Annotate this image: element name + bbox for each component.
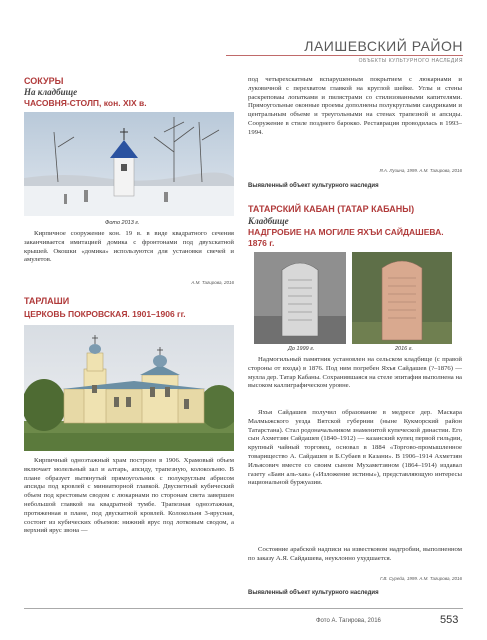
description-text: Состояние арабской надписи на известковом надгробии, выполненном по заказу А.Я. Сайдашева, неуклонно ухудшается. bbox=[248, 546, 462, 562]
tombstone-photo-old bbox=[254, 252, 346, 344]
place-name-sokury: СОКУРЫ bbox=[24, 76, 64, 86]
footer-divider bbox=[24, 608, 463, 609]
object-title-church: ЦЕРКОВЬ ПОКРОВСКАЯ. 1901–1906 гг. bbox=[24, 309, 186, 319]
author-credit: Я.А. Лузина, 1999. А.М. Тагирова, 2016 bbox=[379, 168, 462, 173]
photo-caption-old: До 1999 г. bbox=[288, 346, 315, 352]
object-title-tombstone: НАДГРОБИЕ НА МОГИЛЕ ЯХЪИ САЙДАШЕВА. 1876 г. bbox=[248, 227, 444, 248]
photo-credit: Фото А. Тагирова, 2016 bbox=[316, 618, 381, 624]
continued-text: под четырехскатным вспарушенным покрытием с люкарнами и луковичной с перехватом главкой на круглой шейке. Углы и стены раскреповаы лопатками и пилястрами со стилизованными капителями. Прямоугольные оконные проемы дополнены полукруглыми сандриками и центральным объеме и треугольными на стенах трапезной и апсиды. Сооружение в стиле позднего барокко. Реставрация проводилась в 1993–1994. bbox=[248, 76, 462, 136]
photo-caption: Фото 2013 г. bbox=[105, 220, 140, 226]
header-divider bbox=[226, 55, 463, 56]
section-subtitle: ОБЪЕКТЫ КУЛЬТУРНОГО НАСЛЕДИЯ bbox=[358, 58, 463, 64]
object-title-chasovnya: ЧАСОВНЯ-СТОЛП, кон. XIX в. bbox=[24, 98, 147, 108]
description-text: Кирпичное сооружение кон. 19 в. в виде квадратного сечения заканчивается имитацией домика с фронтонами под двухскатной крышей. Окошки «домика» используются для установки свечей и амулетов. bbox=[24, 230, 234, 264]
page-number: 553 bbox=[440, 614, 459, 626]
description-text: Яхъя Сайдашев получил образование в медресе дер. Маскара Малмыжского уезда Вятской губернии (ныне Кукморский район Татарстана). Стал родоначальником знаменитой купеческой династии. Его сын Ахметзян Сайдашев (1840–1912) — казанский купец первой гильдии, крупный чайный торговец, основал в 1884 «Торгово-промышленное товарищество А. Сайдашев и Б.Субаев в Казани». В 1906–1914 Ахметзян Ильясович вместе со своим сыном Мухаметзяном (1864–1914) издавал газету «Баян аль-хак» («Изложение истины»), представляющую интересы национальной буржуазии. bbox=[248, 409, 462, 487]
author-credit: А.М. Тагирова, 2016 bbox=[191, 280, 234, 285]
church-photo bbox=[24, 325, 234, 451]
heritage-status: Выявленный объект культурного наследия bbox=[248, 183, 379, 189]
chapel-photo bbox=[24, 112, 234, 216]
heritage-status: Выявленный объект культурного наследия bbox=[248, 590, 379, 596]
author-credit: Г.В. Сурейа, 1999. А.М. Тагирова, 2016 bbox=[380, 576, 462, 581]
description-text: Надмогильный памятник установлен на сельском кладбище (с правой стороны от входа) в 1876. Под ним погребен Яхъя Сайдашев (?–1876) — мулла дер. Татар Кабаны. Сохранившаяся на стеле эпитафия выполнена на высоком каллиграфическом уровне. bbox=[248, 356, 462, 390]
location-note: Кладбище bbox=[248, 216, 289, 226]
place-name-tarlashi: ТАРЛАШИ bbox=[24, 296, 70, 306]
description-text: Кирпичный одноэтажный храм построен в 1906. Храмовый объем включает молельный зал и алтарь, апсиду, трапезную, колокольню. В плане образует вытянутый прямоугольник с полукруглым абрисом апсиды под кровлей с миниатюрной главкой. Двусветный кубический объем под крестовым сводом с люкарнами по сторонам света завершен небольшой главкой на квадратной тумбе. Трапезная одноэтажная, протяженная в плане, под двускатной кровлей. Колокольня 3-ярусная, состоит из кубических объемов: нижний ярус под лотковым сводом, а верхний ярус звона — bbox=[24, 457, 234, 535]
photo-caption-new: 2016 г. bbox=[395, 346, 414, 352]
section-title: ЛАИШЕВСКИЙ РАЙОН bbox=[304, 38, 463, 54]
place-name-tatarsky-kaban: ТАТАРСКИЙ КАБАН (ТАТАР КАБАНЫ) bbox=[248, 204, 415, 214]
location-note: На кладбище bbox=[24, 87, 78, 97]
tombstone-photo-new bbox=[352, 252, 452, 344]
